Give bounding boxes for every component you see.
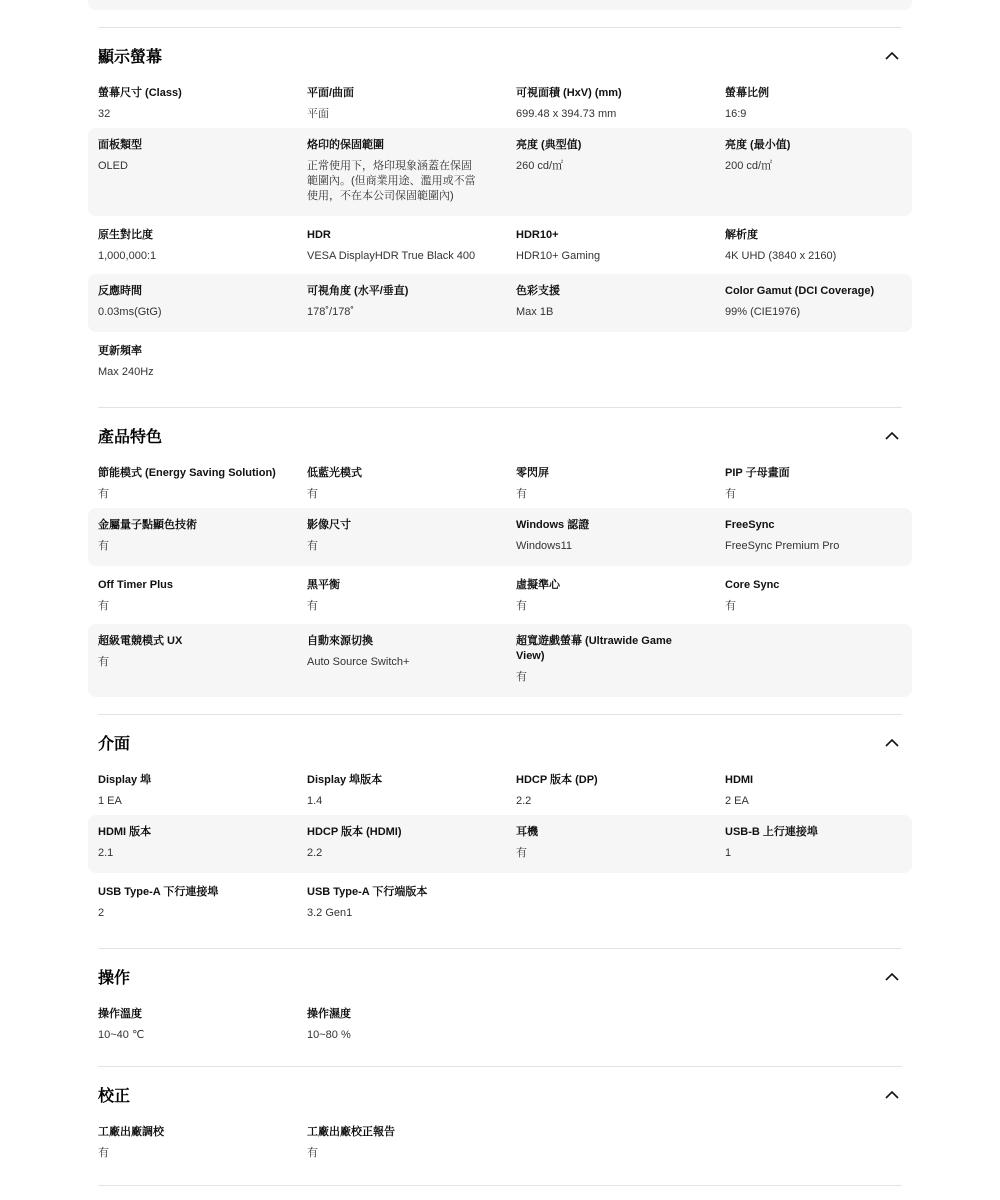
spec-value: 有	[307, 1147, 318, 1159]
spec-item	[98, 578, 288, 614]
spec-label: Color Gamut (DCI Coverage)	[725, 285, 875, 297]
spec-item	[98, 138, 288, 174]
spec-value: Max 240Hz	[98, 366, 154, 378]
spec-item	[725, 86, 915, 122]
spec-value: 0.03ms(GtG)	[98, 306, 162, 318]
spec-row	[88, 1115, 912, 1171]
spec-label: 操作溫度	[98, 1008, 142, 1020]
spec-item	[516, 86, 706, 122]
spec-label: Windows 認證	[516, 519, 590, 531]
spec-label: Display 埠	[98, 774, 152, 786]
spec-row	[88, 508, 912, 566]
spec-item	[98, 284, 288, 320]
spec-label: 黑平衡	[307, 579, 340, 591]
spec-item	[307, 138, 482, 204]
spec-label: 色彩支援	[516, 285, 560, 297]
spec-row	[88, 218, 912, 274]
spec-item	[516, 284, 706, 320]
spec-row	[88, 128, 912, 216]
spec-value: Max 1B	[516, 306, 554, 318]
spec-item	[307, 466, 497, 502]
section-title: 操作	[98, 970, 131, 987]
spec-label: 螢幕比例	[725, 87, 769, 99]
spec-value: 有	[516, 671, 527, 683]
section-header[interactable]	[98, 422, 902, 450]
spec-row	[88, 997, 912, 1053]
spec-label: 操作濕度	[307, 1008, 351, 1020]
spec-value: 有	[725, 488, 736, 500]
spec-value: 178˚/178˚	[307, 306, 355, 318]
spec-item	[725, 578, 915, 614]
spec-row	[88, 875, 912, 931]
spec-value: 4K UHD (3840 x 2160)	[725, 250, 837, 262]
collapse-button[interactable]	[882, 426, 902, 446]
spec-value: 有	[98, 656, 109, 668]
spec-value: 260 cd/㎡	[516, 160, 564, 172]
spec-label: 影像尺寸	[307, 519, 351, 531]
spec-item	[98, 466, 288, 502]
spec-value: Windows11	[516, 540, 573, 552]
spec-label: 自動來源切換	[307, 635, 373, 647]
spec-value: OLED	[98, 160, 128, 172]
previous-section-card	[88, 0, 912, 10]
spec-label: 耳機	[516, 826, 538, 838]
spec-label: 虛擬準心	[516, 579, 560, 591]
spec-value: Auto Source Switch+	[307, 656, 410, 668]
section-divider	[98, 714, 902, 715]
spec-row	[88, 456, 912, 508]
spec-label: 亮度 (最小值)	[725, 139, 791, 151]
spec-item	[98, 518, 288, 554]
spec-item	[516, 578, 706, 614]
spec-label: 螢幕尺寸 (Class)	[98, 87, 182, 99]
spec-item	[516, 466, 706, 502]
spec-item	[516, 138, 706, 174]
section-divider	[98, 27, 902, 28]
spec-item	[725, 825, 915, 861]
chevron-up-icon	[882, 733, 902, 753]
spec-value: 10~80 %	[307, 1029, 351, 1041]
spec-label: 超寬遊戲螢幕 (Ultrawide Game View)	[516, 635, 672, 662]
spec-value: 正常使用下，烙印現象涵蓋在保固範圍內。(但商業用途、濫用或不當使用，不在本公司保固範圍內)	[307, 160, 476, 202]
spec-value: VESA DisplayHDR True Black 400	[307, 250, 476, 262]
spec-value: 1,000,000:1	[98, 250, 157, 262]
spec-value: 有	[516, 488, 527, 500]
spec-item	[307, 518, 497, 554]
section-header[interactable]	[98, 729, 902, 757]
spec-item	[725, 518, 915, 554]
spec-label: HDCP 版本 (HDMI)	[307, 826, 402, 838]
spec-label: 更新頻率	[98, 345, 142, 357]
spec-value: 有	[98, 488, 109, 500]
spec-label: USB Type-A 下行端版本	[307, 886, 428, 898]
chevron-up-icon	[882, 1085, 902, 1105]
spec-value: 10~40 ℃	[98, 1029, 145, 1041]
spec-row	[88, 274, 912, 332]
spec-label: 超級電競模式 UX	[98, 635, 183, 647]
spec-value: 2.2	[307, 847, 323, 859]
section-title: 顯示螢幕	[98, 49, 163, 66]
spec-row	[88, 624, 912, 697]
spec-label: Off Timer Plus	[98, 579, 173, 591]
spec-label: HDCP 版本 (DP)	[516, 774, 598, 786]
spec-item	[307, 578, 497, 614]
spec-item	[307, 86, 497, 122]
spec-value: FreeSync Premium Pro	[725, 540, 840, 552]
collapse-button[interactable]	[882, 46, 902, 66]
spec-item	[725, 138, 915, 174]
spec-item	[307, 634, 497, 670]
spec-label: HDR10+	[516, 229, 559, 241]
section-header[interactable]	[98, 42, 902, 70]
spec-value: 有	[516, 600, 527, 612]
spec-item	[98, 634, 288, 670]
spec-value: 2	[98, 907, 105, 919]
spec-item	[98, 773, 288, 809]
spec-item	[307, 1125, 497, 1161]
spec-item	[725, 466, 915, 502]
spec-label: 工廠出廠調校	[98, 1126, 164, 1138]
spec-label: FreeSync	[725, 519, 775, 531]
spec-item	[307, 284, 497, 320]
spec-item	[98, 1125, 288, 1161]
spec-label: Display 埠版本	[307, 774, 383, 786]
section-title: 校正	[98, 1088, 131, 1105]
spec-item	[725, 228, 915, 264]
section-divider	[98, 1066, 902, 1067]
spec-item	[98, 228, 288, 264]
spec-value: HDR10+ Gaming	[516, 250, 601, 262]
spec-value: 有	[98, 600, 109, 612]
spec-value: 有	[516, 847, 527, 859]
section-title: 介面	[98, 736, 131, 753]
spec-item	[307, 773, 497, 809]
spec-item	[516, 228, 706, 264]
collapse-button[interactable]	[882, 1085, 902, 1105]
spec-value: 200 cd/㎡	[725, 160, 773, 172]
spec-item	[98, 344, 288, 380]
spec-label: 低藍光模式	[307, 467, 362, 479]
spec-label: PIP 子母畫面	[725, 467, 790, 479]
section-divider	[98, 407, 902, 408]
spec-label: 節能模式 (Energy Saving Solution)	[98, 467, 276, 479]
spec-row	[88, 334, 912, 390]
collapse-button[interactable]	[882, 967, 902, 987]
section-title: 產品特色	[98, 429, 163, 446]
chevron-up-icon	[882, 967, 902, 987]
spec-label: 金屬量子點顯色技術	[98, 519, 197, 531]
spec-value: 2.1	[98, 847, 114, 859]
spec-value: 99% (CIE1976)	[725, 306, 801, 318]
spec-label: 面板類型	[98, 139, 142, 151]
spec-row	[88, 568, 912, 624]
spec-item	[98, 885, 288, 921]
spec-row	[88, 76, 912, 128]
spec-value: 32	[98, 108, 111, 120]
section-divider	[98, 1185, 902, 1186]
spec-value: 有	[98, 1147, 109, 1159]
spec-label: 反應時間	[98, 285, 142, 297]
collapse-button[interactable]	[882, 733, 902, 753]
spec-value: 有	[307, 488, 318, 500]
spec-value: 1 EA	[98, 795, 122, 807]
spec-label: 原生對比度	[98, 229, 153, 241]
spec-value: 2 EA	[725, 795, 749, 807]
spec-label: HDMI	[725, 774, 754, 786]
spec-label: HDR	[307, 229, 331, 241]
spec-label: Core Sync	[725, 579, 780, 591]
spec-label: 亮度 (典型值)	[516, 139, 582, 151]
spec-label: 平面/曲面	[307, 87, 355, 99]
spec-value: 1.4	[307, 795, 323, 807]
spec-value: 1	[725, 847, 732, 859]
spec-value: 有	[307, 600, 318, 612]
spec-value: 有	[98, 540, 109, 552]
section-header[interactable]	[98, 963, 902, 991]
spec-item	[725, 284, 915, 320]
chevron-up-icon	[882, 426, 902, 446]
spec-value: 有	[725, 600, 736, 612]
spec-value: 699.48 x 394.73 mm	[516, 108, 617, 120]
spec-item	[307, 1007, 497, 1043]
spec-label: USB Type-A 下行連接埠	[98, 886, 219, 898]
spec-value: 2.2	[516, 795, 532, 807]
spec-value: 16:9	[725, 108, 747, 120]
spec-value: 平面	[307, 108, 329, 120]
spec-value: 3.2 Gen1	[307, 907, 353, 919]
spec-item	[307, 825, 497, 861]
chevron-up-icon	[882, 46, 902, 66]
spec-item	[516, 518, 706, 554]
spec-item	[516, 773, 706, 809]
spec-item	[725, 773, 915, 809]
spec-label: USB-B 上行連接埠	[725, 826, 818, 838]
section-header[interactable]	[98, 1081, 902, 1109]
spec-item	[307, 885, 497, 921]
spec-label: 零閃屏	[516, 467, 549, 479]
spec-label: 烙印的保固範圍	[307, 139, 384, 151]
spec-item	[98, 1007, 288, 1043]
spec-label: HDMI 版本	[98, 826, 152, 838]
spec-label: 工廠出廠校正報告	[307, 1126, 395, 1138]
spec-label: 可視角度 (水平/垂直)	[307, 285, 409, 297]
spec-label: 可視面積 (HxV) (mm)	[516, 87, 622, 99]
spec-value: 有	[307, 540, 318, 552]
spec-item	[98, 86, 288, 122]
spec-label: 解析度	[725, 229, 758, 241]
spec-item	[307, 228, 497, 264]
spec-row	[88, 815, 912, 873]
spec-item	[516, 825, 706, 861]
spec-item	[516, 634, 681, 685]
section-divider	[98, 948, 902, 949]
spec-item	[98, 825, 288, 861]
spec-row	[88, 763, 912, 815]
